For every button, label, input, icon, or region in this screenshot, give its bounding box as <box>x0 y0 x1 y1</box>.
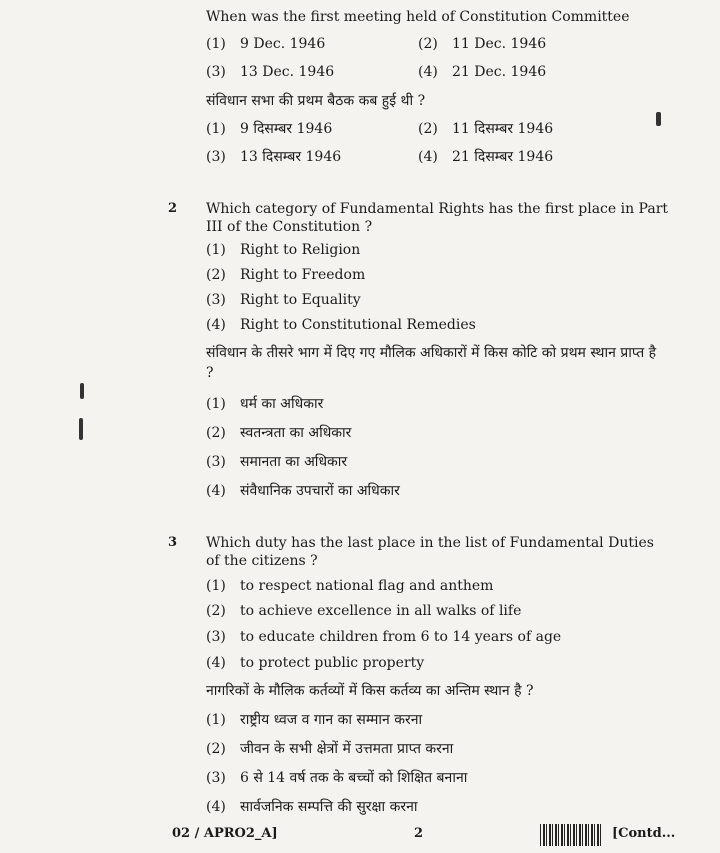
question-text-en: Which duty has the last place in the list of Fundamental Duties of the citizens ? <box>206 535 654 569</box>
option-4-en: (4) Right to Constitutional Remedies <box>206 317 476 333</box>
question-text-hi: संविधान सभा की प्रथम बैठक कब हुई थी ? <box>206 93 426 109</box>
page-number: 2 <box>414 826 424 841</box>
option-1-en: (1) to respect national flag and anthem <box>206 578 494 594</box>
option-4-hi: (4) सार्वजनिक सम्पत्ति की सुरक्षा करना <box>206 799 418 815</box>
question-text-hi: संविधान के तीसरे भाग में दिए गए मौलिक अधिकारों में किस कोटि को प्रथम स्थान प्राप्त है ? <box>206 345 657 381</box>
option-4-en: (4) to protect public property <box>206 655 425 671</box>
question-text-hi: नागरिकों के मौलिक कर्तव्यों में किस कर्तव्य का अन्तिम स्थान है ? <box>206 683 534 699</box>
option-2-hi: (2) स्वतन्त्रता का अधिकार <box>206 425 352 441</box>
option-3-hi: (3) 6 से 14 वर्ष तक के बच्चों को शिक्षित बनाना <box>206 770 468 786</box>
option-4-hi: (4) संवैधानिक उपचारों का अधिकार <box>206 483 400 499</box>
option-2-en: (2) Right to Freedom <box>206 267 366 283</box>
option-4-hi: (4) 21 दिसम्बर 1946 <box>418 149 554 165</box>
option-3-en: (3) 13 Dec. 1946 <box>206 64 335 80</box>
option-2-hi: (2) जीवन के सभी क्षेत्रों में उत्तमता प्राप्त करना <box>206 741 454 757</box>
option-1-hi: (1) 9 दिसम्बर 1946 <box>206 121 333 137</box>
scan-speck <box>656 112 661 126</box>
option-2-en: (2) to achieve excellence in all walks of life <box>206 603 522 619</box>
option-1-en: (1) 9 Dec. 1946 <box>206 36 326 52</box>
option-1-hi: (1) धर्म का अधिकार <box>206 396 324 412</box>
option-3-en: (3) to educate children from 6 to 14 years of age <box>206 629 562 645</box>
scan-speck <box>80 383 84 399</box>
option-3-en: (3) Right to Equality <box>206 292 361 308</box>
question-text-en: Which category of Fundamental Rights has the first place in Part III of the Constitution ? <box>206 201 669 235</box>
option-2-en: (2) 11 Dec. 1946 <box>418 36 547 52</box>
option-1-en: (1) Right to Religion <box>206 242 361 258</box>
option-2-hi: (2) 11 दिसम्बर 1946 <box>418 121 554 137</box>
scan-speck <box>79 418 83 440</box>
option-3-hi: (3) 13 दिसम्बर 1946 <box>206 149 342 165</box>
question-number: 3 <box>168 535 178 550</box>
paper-code: 02 / APRO2_A] <box>172 826 278 841</box>
question-text-en: When was the first meeting held of Constitution Committee <box>206 9 630 25</box>
barcode <box>540 824 602 846</box>
option-4-en: (4) 21 Dec. 1946 <box>418 64 547 80</box>
continued-label: [Contd... <box>612 826 676 841</box>
option-1-hi: (1) राष्ट्रीय ध्वज व गान का सम्मान करना <box>206 712 423 728</box>
question-number: 2 <box>168 201 178 216</box>
option-3-hi: (3) समानता का अधिकार <box>206 454 348 470</box>
